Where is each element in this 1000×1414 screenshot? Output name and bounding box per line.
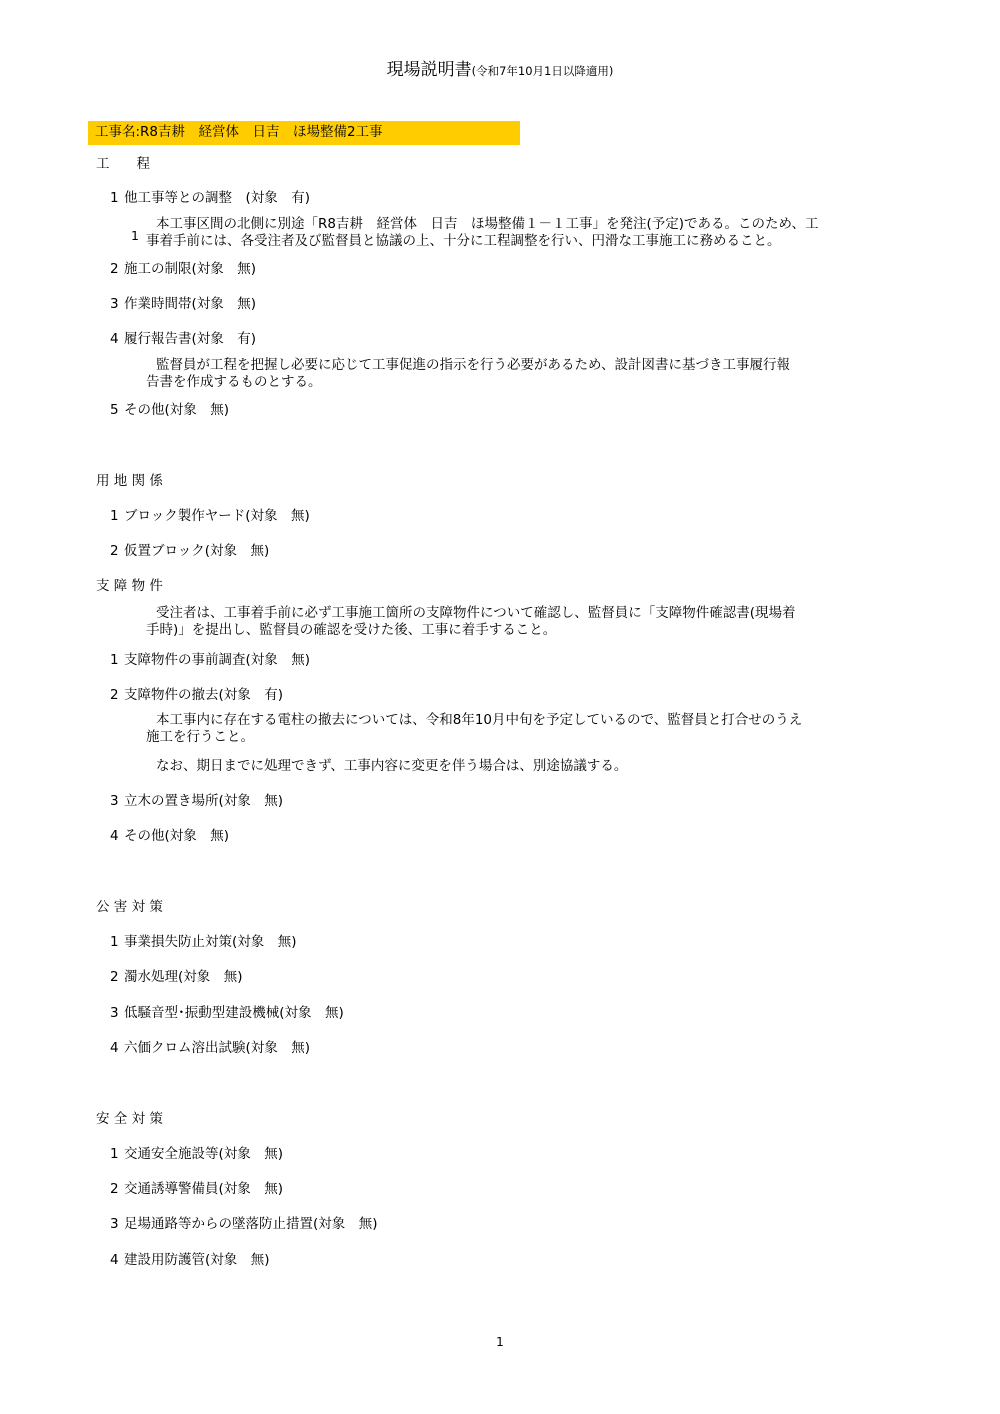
koutei-item-2 (110, 261, 256, 278)
section-heading-shishou: 支 障 物 件 (96, 578, 163, 594)
item-number: 3 (110, 296, 119, 312)
item-text: 履行報告書(対象 有) (124, 331, 257, 347)
youchi-item-1 (110, 508, 310, 525)
item-text: 交通誘導警備員(対象 無) (124, 1181, 284, 1197)
shishou-intro-line-1: 受注者は、工事着手前に必ず工事施工箇所の支障物件について確認し、監督員に「支障物件確認書(現場着 (156, 605, 796, 621)
item-number: 1 (110, 190, 119, 206)
koutei-item-4-para-line-1: 監督員が工程を把握し必要に応じて工事促進の指示を行う必要があるため、設計図書に基づき工事履行報 (156, 357, 790, 373)
item-text: 作業時間帯(対象 無) (124, 296, 257, 312)
document-title (0, 62, 1000, 80)
item-text: 濁水処理(対象 無) (124, 969, 243, 985)
koutei-item-1-para-line-1: 本工事区間の北側に別途「R8吉耕 経営体 日吉 ほ場整備１－１工事」を発注(予定)である。このため、工 (156, 216, 819, 232)
koutei-item-3 (110, 296, 256, 313)
item-number: 5 (110, 402, 119, 418)
shishou-item-2 (110, 687, 283, 704)
anzen-item-2 (110, 1181, 283, 1198)
anzen-item-1 (110, 1146, 283, 1163)
item-number: 1 (110, 652, 119, 668)
item-text: ブロック製作ヤード(対象 無) (124, 508, 310, 524)
item-text: 足場通路等からの墜落防止措置(対象 無) (124, 1216, 378, 1232)
item-number: 2 (110, 1181, 119, 1197)
shishou-intro-line-2: 手時)」を提出し、監督員の確認を受けた後、工事に着手すること。 (146, 622, 557, 638)
shishou-item-1 (110, 652, 310, 669)
item-number: 1 (110, 934, 119, 950)
shishou-item-2-para-line-1: 本工事内に存在する電柱の撤去については、令和8年10月中旬を予定しているので、監督員と打合せのうえ (156, 712, 803, 728)
item-text: 建設用防護管(対象 無) (124, 1252, 270, 1268)
project-name-bar (88, 121, 520, 145)
item-number: 3 (110, 793, 119, 809)
item-number: 2 (110, 687, 119, 703)
kougai-item-3 (110, 1005, 344, 1022)
item-text: 立木の置き場所(対象 無) (124, 793, 284, 809)
kougai-item-2 (110, 969, 243, 986)
section-heading-kougai: 公 害 対 策 (96, 899, 163, 915)
section-heading-youchi: 用 地 関 係 (96, 473, 163, 489)
item-number: 1 (110, 1146, 119, 1162)
item-number: 2 (110, 969, 119, 985)
koutei-item-5 (110, 402, 229, 419)
item-number: 2 (110, 261, 119, 277)
koutei-item-4-para-line-2: 告書を作成するものとする。 (146, 374, 322, 390)
section-heading-koutei: 工 程 (96, 156, 150, 172)
item-text: その他(対象 無) (124, 828, 230, 844)
item-number: 3 (110, 1005, 119, 1021)
kougai-item-1 (110, 934, 297, 951)
anzen-item-4 (110, 1252, 270, 1269)
item-text: 支障物件の撤去(対象 有) (124, 687, 284, 703)
title-main: 現場説明書 (386, 60, 472, 80)
item-text: 交通安全施設等(対象 無) (124, 1146, 284, 1162)
shishou-item-2-para-2: なお、期日までに処理できず、工事内容に変更を伴う場合は、別途協議する。 (156, 758, 628, 774)
item-text: 六価クロム溶出試験(対象 無) (124, 1040, 311, 1056)
item-text: 事業損失防止対策(対象 無) (124, 934, 297, 950)
koutei-item-1 (110, 190, 310, 207)
item-number: 4 (110, 1040, 119, 1056)
anzen-item-3 (110, 1216, 378, 1233)
koutei-item-1-sub-number: 1 (131, 228, 139, 243)
item-number: 4 (110, 828, 119, 844)
shishou-item-3 (110, 793, 283, 810)
section-heading-anzen: 安 全 対 策 (96, 1111, 163, 1127)
youchi-item-2 (110, 543, 269, 560)
kougai-item-4 (110, 1040, 310, 1057)
item-text: 支障物件の事前調査(対象 無) (124, 652, 311, 668)
item-text: その他(対象 無) (124, 402, 230, 418)
title-applicability-note: (令和7年10月1日以降適用) (471, 64, 614, 78)
koutei-item-4 (110, 331, 256, 348)
item-number: 1 (110, 508, 119, 524)
item-text: 施工の制限(対象 無) (124, 261, 257, 277)
page-number: 1 (496, 1335, 504, 1349)
item-text: 低騒音型･振動型建設機械(対象 無) (124, 1005, 344, 1021)
shishou-item-2-para-line-2: 施工を行うこと。 (146, 729, 254, 745)
item-number: 2 (110, 543, 119, 559)
item-text: 仮置ブロック(対象 無) (124, 543, 270, 559)
project-name: 工事名:R8吉耕 経営体 日吉 ほ場整備2工事 (95, 124, 383, 140)
item-number: 4 (110, 1252, 119, 1268)
item-text: 他工事等との調整 (対象 有) (124, 190, 311, 206)
item-number: 4 (110, 331, 119, 347)
item-number: 3 (110, 1216, 119, 1232)
koutei-item-1-para-line-2: 事着手前には、各受注者及び監督員と協議の上、十分に工程調整を行い、円滑な工事施工に務めること。 (146, 233, 781, 249)
shishou-item-4 (110, 828, 229, 845)
